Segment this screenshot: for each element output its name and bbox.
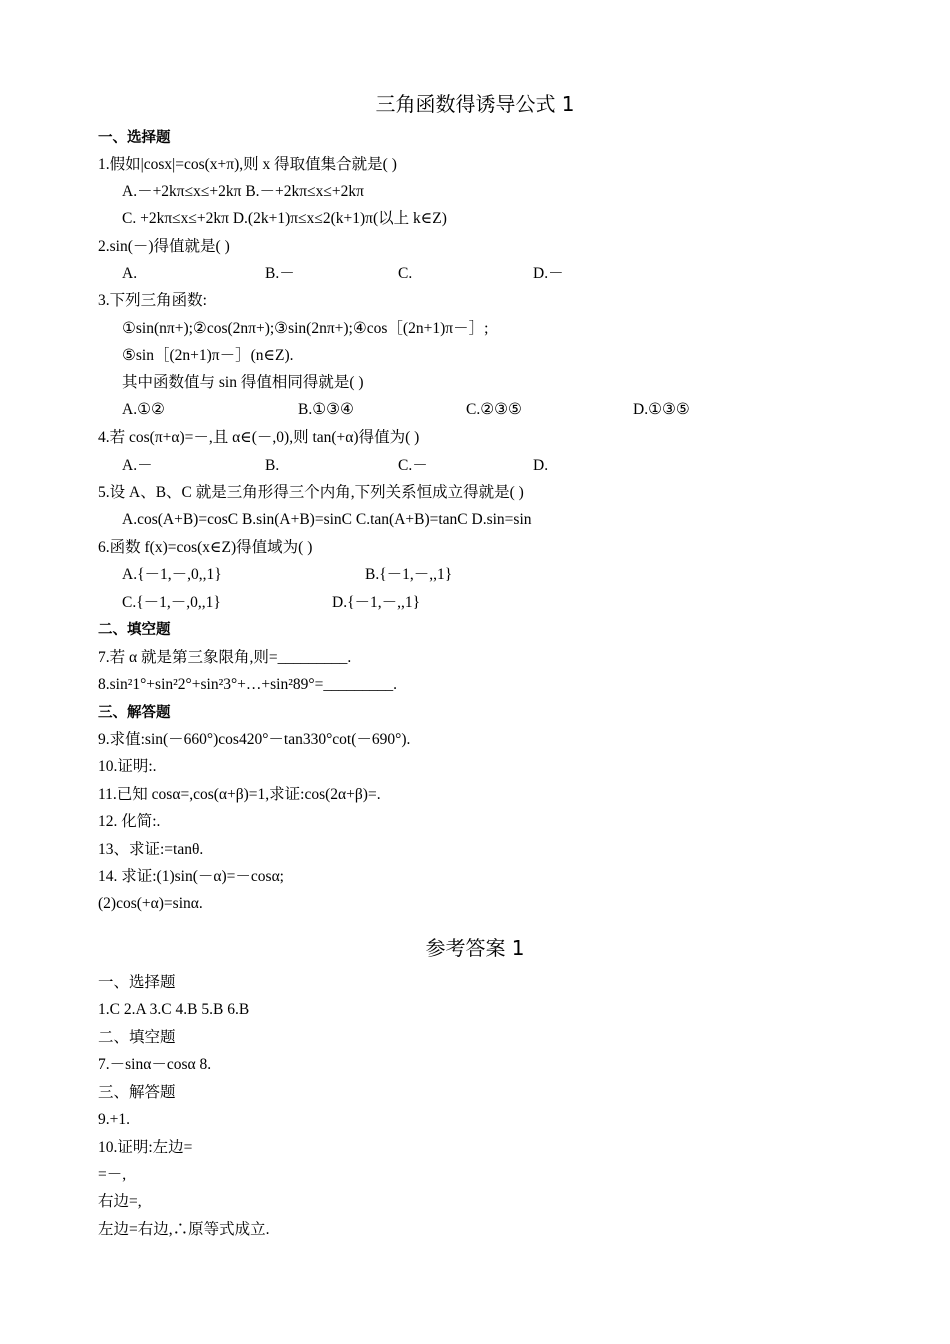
answers-section-choice: 一、选择题 [98,974,176,991]
q11: 11.已知 cosα=,cos(α+β)=1,求证:cos(2α+β)=. [98,786,381,803]
q7: 7.若 α 就是第三象限角,则=_________. [98,649,352,666]
q3-option-a: A.①② [122,401,165,418]
q3-line2: ⑤sin［(2n+1)π－］(n∈Z). [122,347,294,364]
q2-option-c: C. [398,265,413,282]
q3-option-b: B.①③④ [298,401,354,418]
q2-option-b: B.－ [265,265,295,282]
q3-line3: 其中函数值与 sin 得值相同得就是( ) [122,374,364,391]
page-title: 三角函数得诱导公式 1 [375,92,575,116]
q9: 9.求值:sin(－660°)cos420°－tan330°cot(－690°). [98,731,411,748]
q1-stem: 1.假如|cosx|=cos(x+π),则 x 得取值集合就是( ) [98,156,397,173]
q2-stem: 2.sin(－)得值就是( ) [98,238,230,255]
answers-section-fill: 二、填空题 [98,1029,176,1046]
q13: 13、求证:=tanθ. [98,841,204,858]
q2-option-d: D.－ [533,265,564,282]
q1-options-cd: C. +2kπ≤x≤+2kπ D.(2k+1)π≤x≤2(k+1)π(以上 k∈Z) [122,210,447,227]
answers-choice: 1.C 2.A 3.C 4.B 5.B 6.B [98,1001,250,1018]
answers-q9: 9.+1. [98,1111,130,1128]
q3-line1: ①sin(nπ+);②cos(2nπ+);③sin(2nπ+);④cos［(2n+1)π－］; [122,320,489,337]
answers-q10-line3: 右边=, [98,1193,142,1210]
q4-option-b: B. [265,457,280,474]
answers-q10-line1: 10.证明:左边= [98,1139,193,1156]
answers-q10-line2: =－, [98,1166,127,1183]
q6-option-b: B.{－1,－,,1} [365,566,453,583]
q4-option-d: D. [533,457,549,474]
q3-option-d: D.①③⑤ [633,401,690,418]
q5-options: A.cos(A+B)=cosC B.sin(A+B)=sinC C.tan(A+B)=tanC D.sin=sin [122,511,532,528]
q6-option-a: A.{－1,－,0,,1} [122,566,222,583]
section-answer: 三、解答题 [98,705,171,721]
q3-stem: 3.下列三角函数: [98,292,207,309]
q12: 12. 化简:. [98,813,161,830]
q2-option-a: A. [122,265,138,282]
section-fill: 二、填空题 [98,622,171,638]
q6-option-c: C.{－1,－,0,,1} [122,594,221,611]
q6-stem: 6.函数 f(x)=cos(x∈Z)得值域为( ) [98,539,313,556]
q14-part2: (2)cos(+α)=sinα. [98,895,203,912]
q14-part1: 14. 求证:(1)sin(－α)=－cosα; [98,868,284,885]
section-choice: 一、选择题 [98,130,171,146]
answers-section-answer: 三、解答题 [98,1084,176,1101]
answers-fill: 7.－sinα－cosα 8. [98,1056,212,1073]
q4-stem: 4.若 cos(π+α)=－,且 α∈(－,0),则 tan(+α)得值为( ) [98,429,420,446]
q8: 8.sin²1°+sin²2°+sin²3°+…+sin²89°=_________. [98,676,397,693]
q4-option-c: C.－ [398,457,428,474]
q10: 10.证明:. [98,758,157,775]
q1-options-ab: A.－+2kπ≤x≤+2kπ B.－+2kπ≤x≤+2kπ [122,183,364,200]
q6-option-d: D.{－1,－,,1} [332,594,421,611]
answers-q10-line4: 左边=右边,∴原等式成立. [98,1221,270,1238]
q5-stem: 5.设 A、B、C 就是三角形得三个内角,下列关系恒成立得就是( ) [98,484,524,501]
answers-title: 参考答案 1 [425,936,525,960]
q4-option-a: A.－ [122,457,153,474]
q3-option-c: C.②③⑤ [466,401,522,418]
